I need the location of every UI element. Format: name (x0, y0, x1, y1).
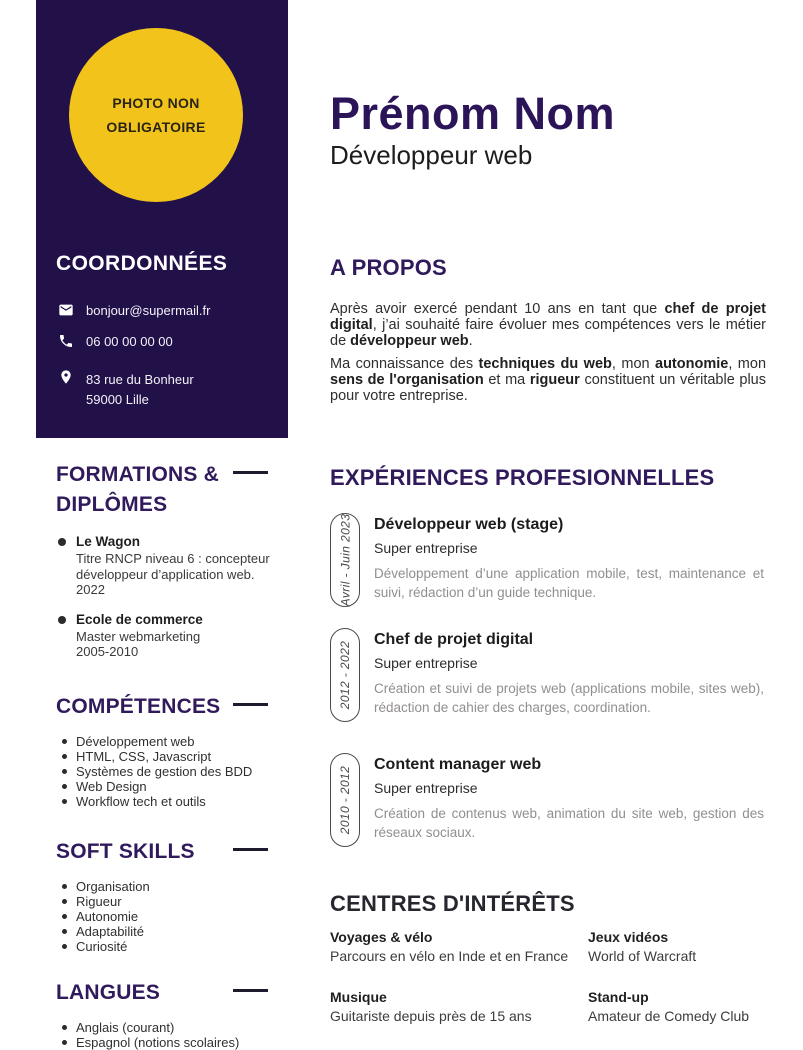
experience-entry (330, 628, 766, 722)
heading-decor-line (233, 471, 268, 474)
contact-email-value: bonjour@supermail.fr (86, 303, 211, 318)
soft-skills-heading (56, 837, 291, 867)
formation-entry (56, 534, 291, 598)
contact-phone-row (58, 334, 173, 349)
formations-heading-line2: DIPLÔMES (56, 493, 168, 516)
formation-period: 2022 (76, 582, 105, 597)
experience-period-badge (330, 513, 360, 607)
about-text: , mon (728, 356, 767, 372)
about-text: , j’ai souhaité faire évoluer mes compétences vers le métier de (330, 317, 766, 349)
about-text: , mon (611, 356, 656, 372)
interests-heading: CENTRES D'INTÉRÊTS (330, 891, 575, 916)
address-line2: 59000 Lille (86, 392, 149, 407)
interest-title: Voyages & vélo (330, 929, 433, 945)
experience-title: Content manager web (374, 756, 542, 773)
about-text: Ma connaissance des (330, 356, 479, 372)
contact-email-row (58, 303, 210, 318)
experience-period-badge (330, 628, 360, 722)
langues-section (56, 978, 291, 1050)
about-text: Après avoir exercé pendant 10 ans en tant que (330, 301, 665, 317)
formation-description: Titre RNCP niveau 6 : concepteur développeur d’application web. (76, 551, 270, 582)
about-paragraph-2 (330, 356, 766, 404)
main-column (330, 0, 766, 1024)
list-item: Adaptabilité (56, 924, 291, 939)
list-item: Espagnol (notions scolaires) (56, 1035, 291, 1050)
about-paragraph-1 (330, 301, 766, 349)
soft-skills-list (56, 879, 291, 954)
list-item: Systèmes de gestion des BDD (56, 764, 291, 779)
about-text: et ma (483, 372, 530, 388)
interest-title: Jeux vidéos (588, 929, 669, 945)
photo-placeholder-text (106, 91, 205, 139)
formations-heading-line1: FORMATIONS & (56, 463, 219, 486)
experience-period: 2012 - 2022 (338, 640, 352, 710)
experience-period: 2010 - 2012 (338, 765, 352, 835)
competences-list (56, 734, 291, 809)
experience-content (374, 513, 764, 607)
photo-placeholder (69, 28, 243, 202)
photo-placeholder-line1: PHOTO NON (112, 95, 200, 111)
formation-period: 2005-2010 (76, 644, 139, 659)
heading-decor-line (233, 848, 268, 851)
contact-address-row (58, 370, 194, 410)
formation-entry (56, 612, 291, 660)
experience-company: Super entreprise (374, 780, 478, 796)
langues-list (56, 1020, 291, 1050)
about-text: constituent un véritable plus pour votre entreprise. (330, 372, 766, 404)
experience-period: Avril - Juin 2023 (338, 513, 352, 607)
formations-heading (56, 460, 291, 520)
langues-heading-text: LANGUES (56, 980, 161, 1004)
interest-description: World of Warcraft (588, 948, 697, 964)
competences-heading-text: COMPÉTENCES (56, 694, 221, 718)
contact-address-value (86, 370, 194, 410)
location-pin-icon (58, 369, 74, 385)
list-item: Workflow tech et outils (56, 794, 291, 809)
address-line1: 83 rue du Bonheur (86, 372, 194, 387)
list-item: Développement web (56, 734, 291, 749)
experience-description: Création et suivi de projets web (applications mobile, sites web), rédaction de cahier des charges, coordination. (374, 681, 764, 715)
interest-title: Musique (330, 989, 387, 1005)
phone-icon (58, 333, 74, 349)
experience-period-badge (330, 753, 360, 847)
about-text-bold: autonomie (655, 356, 729, 372)
interest-item (330, 929, 588, 964)
candidate-name: Prénom Nom (330, 88, 616, 139)
list-item: Rigueur (56, 894, 291, 909)
about-text-bold: rigueur (529, 372, 580, 388)
formation-title: Ecole de commerce (76, 611, 203, 627)
experience-title: Chef de projet digital (374, 631, 534, 648)
about-text: . (468, 333, 473, 349)
experience-entry (330, 513, 766, 607)
about-text-bold: sens de l'organisation (330, 372, 484, 388)
formation-title: Le Wagon (76, 534, 140, 549)
about-heading: A PROPOS (330, 255, 447, 280)
list-item: Organisation (56, 879, 291, 894)
coordonnees-heading: COORDONNÉES (56, 252, 228, 275)
experience-entry (330, 753, 766, 847)
competences-heading (56, 692, 291, 722)
candidate-job-title: Développeur web (330, 140, 533, 170)
competences-section (56, 692, 291, 809)
about-text-bold: techniques du web (478, 356, 612, 372)
interest-title: Stand-up (588, 989, 649, 1005)
bullet-dot-icon (58, 616, 66, 624)
list-item: Autonomie (56, 909, 291, 924)
photo-placeholder-line2: OBLIGATOIRE (106, 119, 206, 135)
sidebar (36, 0, 288, 438)
experiences-heading: EXPÉRIENCES PROFESIONNELLES (330, 465, 715, 490)
heading-decor-line (233, 703, 268, 706)
interest-description: Parcours en vélo en Inde et en France (330, 948, 569, 964)
experience-content (374, 628, 764, 722)
about-text-bold: chef de projet digital (330, 301, 766, 333)
experience-company: Super entreprise (374, 655, 478, 671)
envelope-icon (58, 302, 74, 318)
about-text-bold: développeur web (350, 333, 469, 349)
interests-grid (330, 929, 766, 1024)
list-item: Web Design (56, 779, 291, 794)
contact-phone-value: 06 00 00 00 00 (86, 334, 173, 349)
experience-title: Développeur web (stage) (374, 516, 564, 533)
list-item: Anglais (courant) (56, 1020, 291, 1035)
langues-heading (56, 978, 291, 1008)
experience-content (374, 753, 764, 847)
formations-entries (56, 534, 291, 660)
bullet-dot-icon (58, 538, 66, 546)
formation-description: Master webmarketing (76, 628, 201, 644)
interest-item (330, 989, 588, 1024)
soft-skills-section (56, 837, 291, 954)
interest-item (588, 929, 766, 964)
list-item: HTML, CSS, Javascript (56, 749, 291, 764)
left-column (56, 460, 291, 1050)
formations-section (56, 460, 291, 660)
experience-description: Création de contenus web, animation du site web, gestion des réseaux sociaux. (374, 806, 764, 840)
interest-item (588, 989, 766, 1024)
experience-company: Super entreprise (374, 540, 478, 556)
soft-skills-heading-text: SOFT SKILLS (56, 839, 195, 863)
interest-description: Amateur de Comedy Club (588, 1008, 750, 1024)
experience-description: Développement d’une application mobile, test, maintenance et suivi, rédaction d’un guide technique. (374, 566, 764, 600)
list-item: Curiosité (56, 939, 291, 954)
interest-description: Guitariste depuis près de 15 ans (330, 1008, 532, 1024)
heading-decor-line (233, 989, 268, 992)
